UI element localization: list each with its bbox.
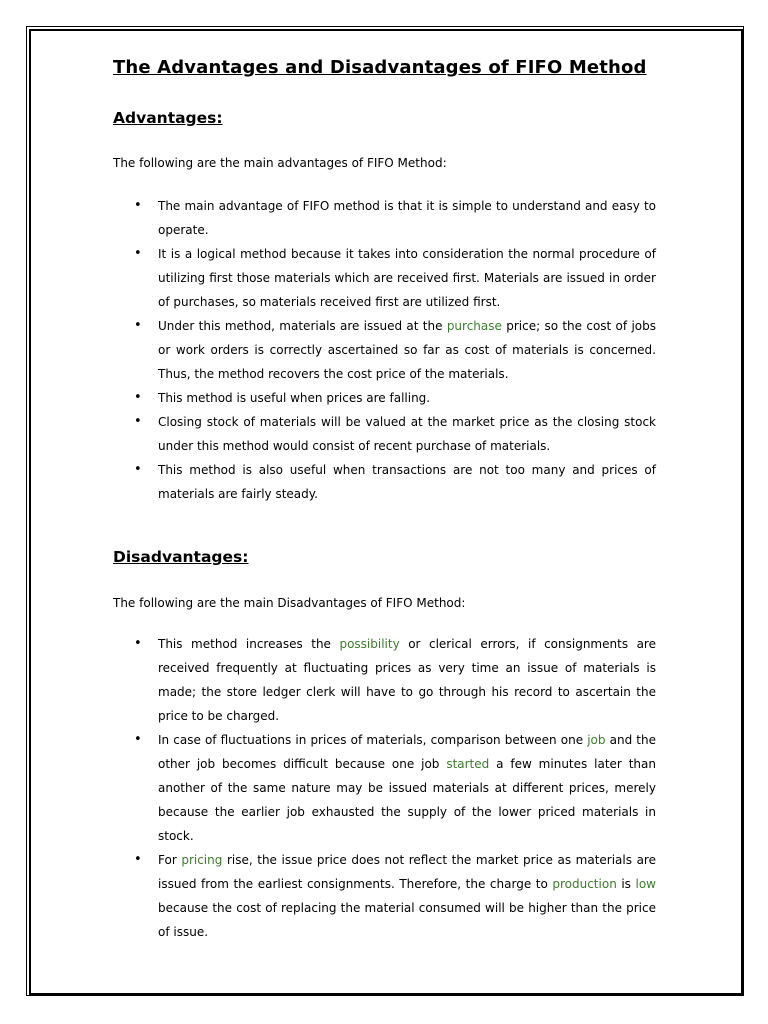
document-title: The Advantages and Disadvantages of FIFO Method xyxy=(113,57,647,78)
list-item xyxy=(113,386,656,410)
list-item xyxy=(113,848,656,944)
bullet-text: and the other job becomes difficult because one job xyxy=(158,733,657,771)
bullet-text: is xyxy=(616,877,636,891)
bullet-text: a few minutes later than another of the same nature may be issued materials at different prices, merely because the earlier job exhausted the supply of the lower priced materials in stock. xyxy=(158,757,656,843)
list-item xyxy=(113,632,656,728)
bullet-text: Under this method, materials are issued at the xyxy=(158,319,447,333)
bullet-icon: • xyxy=(134,414,142,429)
bullet-text: The main advantage of FIFO method is that it is simple to understand and easy to operate. xyxy=(158,199,656,237)
keyword-link[interactable]: possibility xyxy=(339,637,400,651)
advantages-intro: The following are the main advantages of FIFO Method: xyxy=(113,156,447,170)
disadvantages-list xyxy=(113,632,656,944)
list-item xyxy=(113,242,656,314)
bullet-icon: • xyxy=(134,852,142,867)
bullet-icon: • xyxy=(134,636,142,651)
bullet-text: This method is also useful when transactions are not too many and prices of materials are fairly steady. xyxy=(158,463,656,501)
bullet-text: or clerical errors, if consignments are received frequently at fluctuating prices as very time an issue of materials is made; the store ledger clerk will have to go through his record to ascertain the price to be charged. xyxy=(158,637,656,723)
bullet-icon: • xyxy=(134,246,142,261)
bullet-icon: • xyxy=(134,198,142,213)
keyword-link[interactable]: purchase xyxy=(446,319,502,333)
bullet-text: In case of fluctuations in prices of materials, comparison between one xyxy=(158,733,588,747)
bullet-text: rise, the issue price does not reflect the market price as materials are issued from the earliest consignments. Therefore, the charge to xyxy=(158,853,656,891)
list-item xyxy=(113,728,656,848)
bullet-text: because the cost of replacing the material consumed will be higher than the price of issue. xyxy=(158,901,656,939)
list-item xyxy=(113,194,656,242)
bullet-icon: • xyxy=(134,390,142,405)
keyword-link[interactable]: started xyxy=(446,757,490,771)
advantages-list xyxy=(113,194,656,506)
bullet-icon: • xyxy=(134,732,142,747)
disadvantages-intro: The following are the main Disadvantages of FIFO Method: xyxy=(113,596,466,610)
bullet-text: For xyxy=(158,853,182,867)
bullet-text: This method increases the xyxy=(158,637,340,651)
bullet-icon: • xyxy=(134,462,142,477)
disadvantages-heading: Disadvantages: xyxy=(113,548,249,566)
keyword-link[interactable]: production xyxy=(552,877,617,891)
list-item xyxy=(113,458,656,506)
keyword-link[interactable]: job xyxy=(587,733,606,747)
list-item xyxy=(113,410,656,458)
keyword-link[interactable]: low xyxy=(635,877,656,891)
list-item xyxy=(113,314,656,386)
bullet-icon: • xyxy=(134,318,142,333)
bullet-text: It is a logical method because it takes into consideration the normal procedure of utilizing first those materials which are received first. Materials are issued in order of purchases, so materials received first are utilized first. xyxy=(158,247,656,309)
bullet-text: This method is useful when prices are falling. xyxy=(158,391,431,405)
keyword-link[interactable]: pricing xyxy=(181,853,223,867)
bullet-text: Closing stock of materials will be valued at the market price as the closing stock under this method would consist of recent purchase of materials. xyxy=(158,415,656,453)
advantages-heading: Advantages: xyxy=(113,109,223,127)
bullet-text: price; so the cost of jobs or work orders is correctly ascertained so far as cost of materials is concerned. Thus, the method recovers the cost price of the materials. xyxy=(158,319,656,381)
